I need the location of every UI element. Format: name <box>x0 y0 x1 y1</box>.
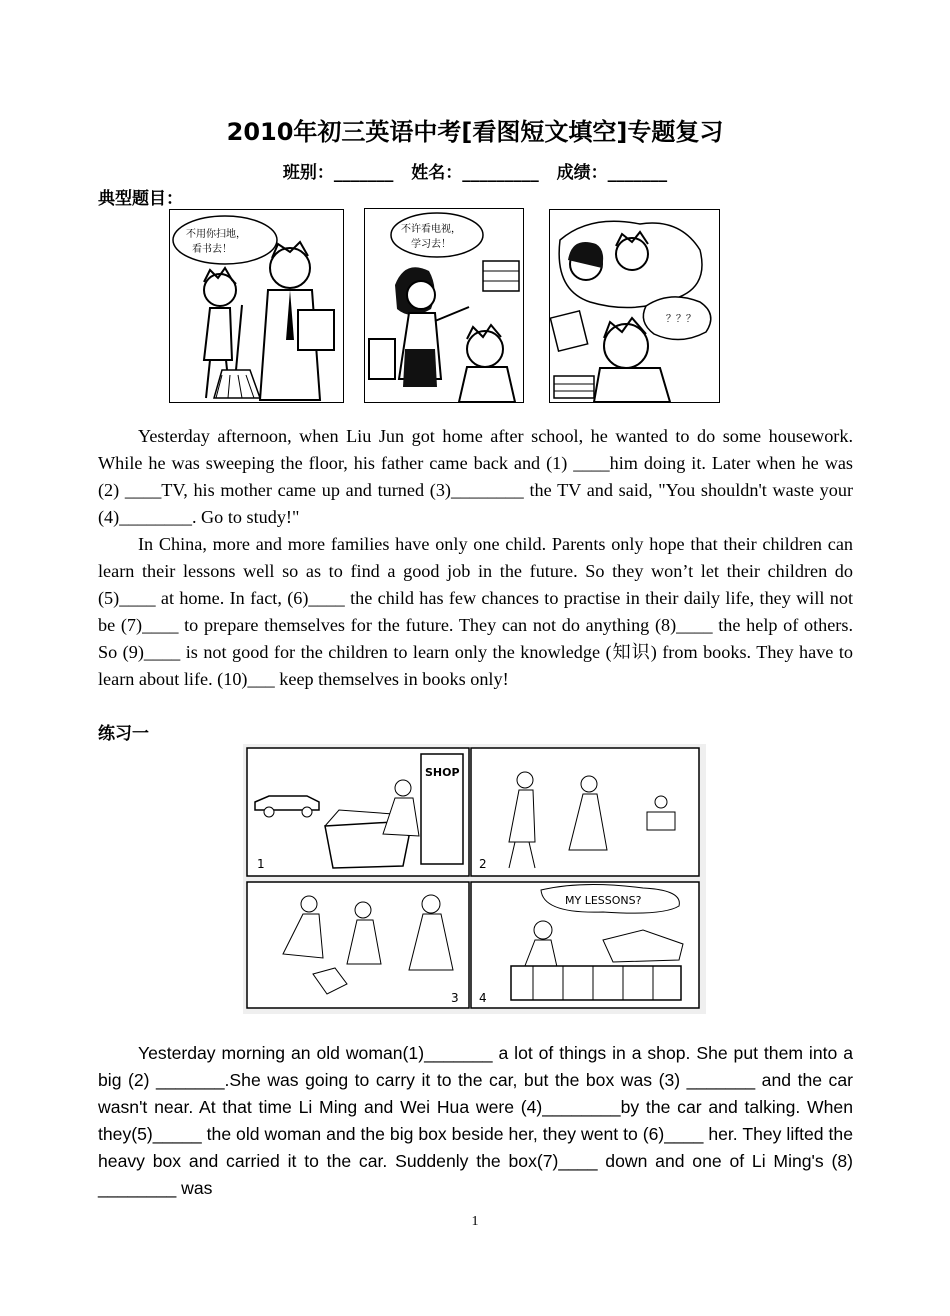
exercise-bubble-text: MY LESSONS? <box>565 894 642 907</box>
comic-panel-3 <box>549 209 720 403</box>
class-field: 班别：_______ <box>282 163 394 183</box>
section-heading-exercise-1: 练习一 <box>98 724 149 744</box>
bubble-text-1a: 不用你扫地， <box>186 229 246 240</box>
score-field: 成绩：_______ <box>556 163 668 183</box>
passage-paragraph-2: In China, more and more families have only one child. Parents only hope that their children can learn their lessons well so as to find a good job in the future. So they won’t let their children do (5)____ at home. In fact, (6)____ the child has few chances to practise in their daily life, they will not be (7)____ to prepare themselves for the future. They can not do anything (8)____ the help of others. So (9)____ is not good for the children to learn only the knowledge (知识) from books. They have to learn about life. (10)___ keep themselves in books only! <box>98 534 853 689</box>
bubble-text-3: ？？？ <box>666 314 696 325</box>
bubble-text-2b: 学习去！ <box>411 239 451 250</box>
panel-number-2: 2 <box>479 857 487 871</box>
shop-sign-text: SHOP <box>425 766 460 779</box>
section-heading-typical: 典型题目： <box>98 189 183 209</box>
panel-number-3: 3 <box>451 991 459 1005</box>
passage-exercise-1 <box>98 1040 853 1202</box>
panel-number-1: 1 <box>257 857 265 871</box>
bubble-text-1b: 看书去！ <box>192 244 232 255</box>
comic-confused-child-image <box>550 210 719 402</box>
name-field: 姓名：_________ <box>411 163 539 183</box>
student-info-line <box>0 158 950 183</box>
panel-number-4: 4 <box>479 991 487 1005</box>
passage-paragraph-1: Yesterday afternoon, when Liu Jun got home after school, he wanted to do some housework. While he was sweeping the floor, his father came back and (1) ____him doing it. Later when he was (2) ____TV, his mother came up and turned (3)________ the TV and said, "You shouldn't waste your (4)________. Go to study!" <box>98 426 853 527</box>
bubble-text-2a: 不许看电视， <box>401 224 461 235</box>
comic-panel-2 <box>364 208 524 403</box>
page-title: 2010年初三英语中考[看图短文填空]专题复习 <box>226 118 724 146</box>
page-number: 1 <box>471 1214 479 1229</box>
passage-typical <box>98 423 853 693</box>
exercise-paragraph: Yesterday morning an old woman(1)_______ a lot of things in a shop. She put them into a big (2) _______.She was going to carry it to the car, but the box was (3) _______ and the car wasn't near. At that time Li Ming and Wei Hua were (4)________by the car and talking. When they(5)_____ the old woman and the big box beside her, they went to (6)____ her. They lifted the heavy box and carried it to the car. Suddenly the box(7)____ down and one of Li Ming's (8) ________ was <box>98 1043 853 1198</box>
exercise-comic-strip-image <box>243 744 706 1014</box>
comic-father-son-sweeping-image <box>170 210 343 402</box>
comic-panel-1 <box>169 209 344 403</box>
exercise-comic-strip <box>243 744 706 1014</box>
comic-mother-tv-image <box>365 209 523 402</box>
